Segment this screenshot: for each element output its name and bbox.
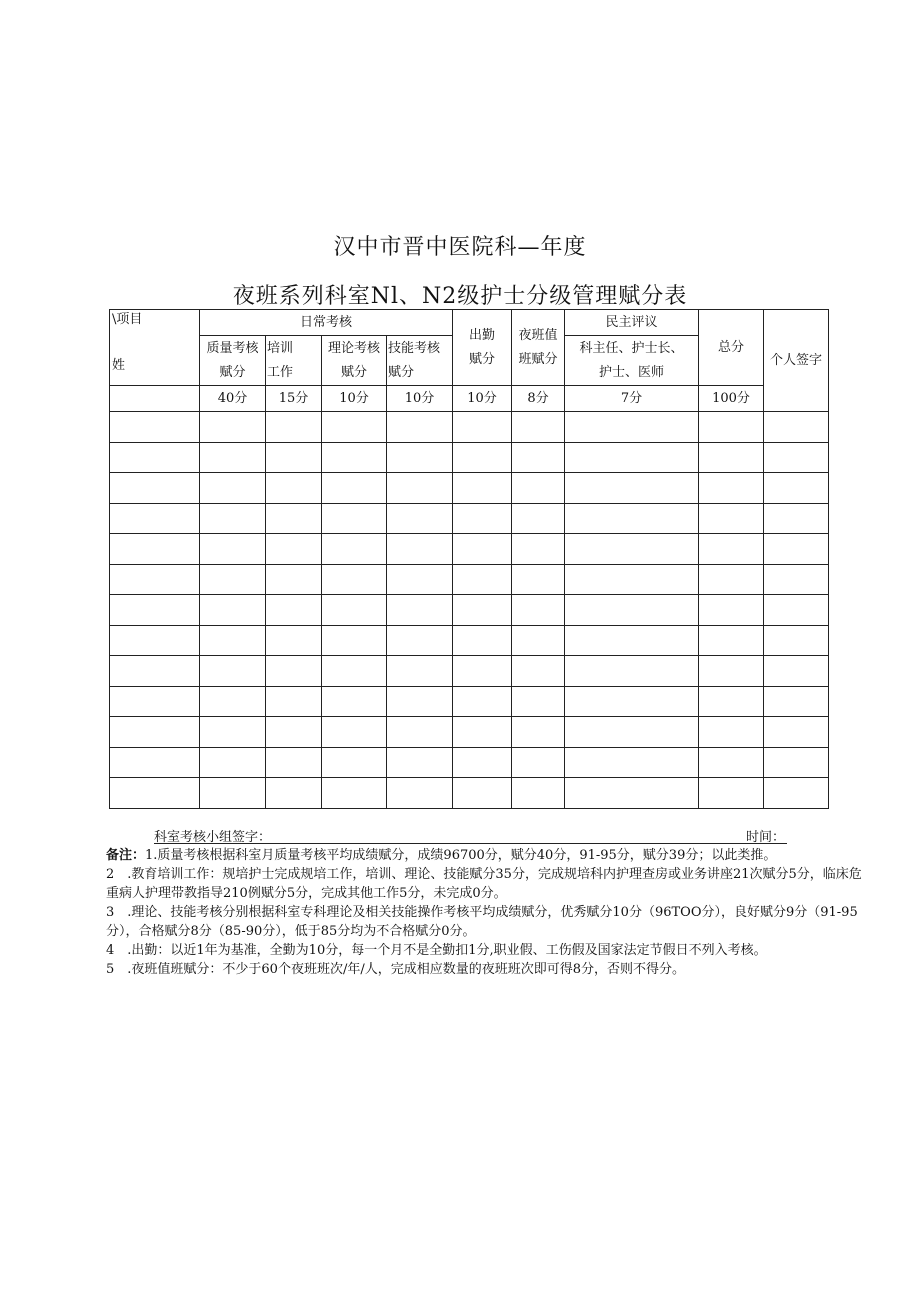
table-cell[interactable] <box>322 656 387 687</box>
table-cell[interactable] <box>453 656 512 687</box>
table-row <box>110 686 829 717</box>
table-cell[interactable] <box>764 412 829 443</box>
table-cell[interactable] <box>322 686 387 717</box>
table-cell[interactable] <box>200 686 266 717</box>
table-cell[interactable] <box>512 686 565 717</box>
table-cell[interactable] <box>699 473 764 504</box>
table-row <box>110 534 829 565</box>
table-cell[interactable] <box>322 442 387 473</box>
score-attendance: 10分 <box>453 386 512 412</box>
form-title-line-2: 夜班系列科室Nl、N2级护士分级管理赋分表 <box>232 284 688 309</box>
table-cell[interactable] <box>764 503 829 534</box>
table-row <box>110 656 829 687</box>
table-cell[interactable] <box>512 595 565 626</box>
table-cell[interactable] <box>110 442 200 473</box>
table-cell[interactable] <box>322 473 387 504</box>
score-theory: 10分 <box>322 386 387 412</box>
table-cell[interactable] <box>110 747 200 778</box>
table-cell[interactable] <box>200 473 266 504</box>
table-cell[interactable] <box>266 656 322 687</box>
score-total: 100分 <box>699 386 764 412</box>
table-row <box>110 473 829 504</box>
notes-label: 备注： <box>106 848 146 863</box>
theory-header: 理论考核 赋分 <box>322 336 387 386</box>
table-cell[interactable] <box>512 473 565 504</box>
table-cell[interactable] <box>512 412 565 443</box>
table-cell[interactable] <box>764 747 829 778</box>
table-cell[interactable] <box>764 686 829 717</box>
table-cell[interactable] <box>565 595 699 626</box>
table-cell[interactable] <box>764 595 829 626</box>
table-cell[interactable] <box>322 717 387 748</box>
table-cell[interactable] <box>565 473 699 504</box>
attendance-header: 出勤 赋分 <box>453 310 512 386</box>
table-row <box>110 595 829 626</box>
table-cell[interactable] <box>699 656 764 687</box>
table-cell[interactable] <box>512 503 565 534</box>
table-row <box>110 717 829 748</box>
table-cell[interactable] <box>387 503 453 534</box>
table-cell[interactable] <box>565 412 699 443</box>
table-cell[interactable] <box>453 595 512 626</box>
table-cell[interactable] <box>387 595 453 626</box>
table-cell[interactable] <box>200 625 266 656</box>
democratic-subheader: 科主任、护士长、 护士、医师 <box>565 336 699 386</box>
table-cell[interactable] <box>266 717 322 748</box>
score-quality: 40分 <box>200 386 266 412</box>
table-cell[interactable] <box>699 595 764 626</box>
table-cell[interactable] <box>266 747 322 778</box>
table-cell[interactable] <box>764 625 829 656</box>
table-cell[interactable] <box>453 778 512 809</box>
table-cell[interactable] <box>110 564 200 595</box>
signature-header: 个人签字 <box>764 310 829 412</box>
table-cell[interactable] <box>110 778 200 809</box>
table-cell[interactable] <box>453 503 512 534</box>
table-cell[interactable] <box>764 442 829 473</box>
table-cell[interactable] <box>565 534 699 565</box>
table-cell[interactable] <box>453 564 512 595</box>
table-cell[interactable] <box>512 534 565 565</box>
table-cell[interactable] <box>110 534 200 565</box>
note-4: 4 .出勤：以近1年为基准，全勤为10分，每一个月不是全勤扣1分,职业假、工伤假及国家法定节假日不列入考核。 <box>106 943 767 958</box>
table-cell[interactable] <box>322 625 387 656</box>
table-cell[interactable] <box>322 564 387 595</box>
table-cell[interactable] <box>453 747 512 778</box>
table-cell[interactable] <box>110 656 200 687</box>
table-cell[interactable] <box>387 412 453 443</box>
table-cell[interactable] <box>266 534 322 565</box>
corner-item-label: \项目 <box>112 312 143 327</box>
score-training: 15分 <box>266 386 322 412</box>
table-cell[interactable] <box>565 625 699 656</box>
table-cell[interactable] <box>266 625 322 656</box>
democratic-review-header: 民主评议 <box>565 310 699 336</box>
table-cell[interactable] <box>699 625 764 656</box>
note-5: 5 .夜班值班赋分：不少于60个夜班班次/年/人，完成相应数量的夜班班次即可得8分，否则不得分。 <box>106 962 685 977</box>
table-cell[interactable] <box>387 473 453 504</box>
table-cell[interactable] <box>200 412 266 443</box>
table-cell[interactable] <box>200 595 266 626</box>
table-cell[interactable] <box>387 625 453 656</box>
table-cell[interactable] <box>110 625 200 656</box>
table-cell[interactable] <box>565 747 699 778</box>
total-header: 总分 <box>699 310 764 386</box>
table-cell[interactable] <box>453 717 512 748</box>
table-cell[interactable] <box>699 717 764 748</box>
table-cell[interactable] <box>200 747 266 778</box>
score-democratic: 7分 <box>565 386 699 412</box>
table-cell[interactable] <box>200 534 266 565</box>
table-cell[interactable] <box>565 717 699 748</box>
table-cell[interactable] <box>512 564 565 595</box>
table-cell[interactable] <box>387 778 453 809</box>
table-row <box>110 564 829 595</box>
table-cell[interactable] <box>565 442 699 473</box>
table-row <box>110 412 829 443</box>
table-cell[interactable] <box>565 564 699 595</box>
table-cell[interactable] <box>764 473 829 504</box>
table-cell[interactable] <box>266 595 322 626</box>
form-title-line-1: 汉中市晋中医院科—年度 <box>333 235 587 260</box>
table-cell[interactable] <box>453 534 512 565</box>
table-cell[interactable] <box>322 503 387 534</box>
table-cell[interactable] <box>387 564 453 595</box>
table-cell[interactable] <box>387 442 453 473</box>
table-cell[interactable] <box>565 778 699 809</box>
notes-section <box>106 846 866 979</box>
table-cell[interactable] <box>565 686 699 717</box>
skill-header: 技能考核 赋分 <box>387 336 453 386</box>
table-cell[interactable] <box>110 503 200 534</box>
table-cell[interactable] <box>322 595 387 626</box>
table-cell[interactable] <box>699 564 764 595</box>
table-cell[interactable] <box>764 656 829 687</box>
table-cell[interactable] <box>699 442 764 473</box>
table-cell[interactable] <box>565 503 699 534</box>
table-cell[interactable] <box>387 717 453 748</box>
table-cell[interactable] <box>764 778 829 809</box>
table-cell[interactable] <box>512 717 565 748</box>
table-row <box>110 747 829 778</box>
table-cell[interactable] <box>764 534 829 565</box>
table-cell[interactable] <box>110 412 200 443</box>
note-2: 2 .教育培训工作：规培护士完成规培工作，培训、理论、技能赋分35分，完成规培科内护理查房或业务讲座21次赋分5分，临床危重病人护理带教指导210例赋分5分，完成其他工作5分，未完成0分。 <box>106 867 862 901</box>
table-cell[interactable] <box>699 686 764 717</box>
table-cell[interactable] <box>200 717 266 748</box>
table-cell[interactable] <box>266 564 322 595</box>
table-cell[interactable] <box>200 442 266 473</box>
note-3: 3 .理论、技能考核分别根据科室专科理论及相关技能操作考核平均成绩赋分，优秀赋分10分（96TOO分），良好赋分9分（91-95分），合格赋分8分（85-90分），低于85分均为不合格赋分0分。 <box>106 905 858 939</box>
time-label: 时间： <box>745 830 785 845</box>
committee-signature-line <box>154 826 787 844</box>
table-cell[interactable] <box>110 717 200 748</box>
score-skill: 10分 <box>387 386 453 412</box>
table-cell[interactable] <box>453 442 512 473</box>
table-row <box>110 442 829 473</box>
table-cell[interactable] <box>200 503 266 534</box>
table-cell[interactable] <box>322 534 387 565</box>
table-cell[interactable] <box>266 473 322 504</box>
committee-signature-label: 科室考核小组签字： <box>154 830 272 845</box>
table-cell[interactable] <box>453 686 512 717</box>
header-corner-cell <box>110 310 200 386</box>
table-cell[interactable] <box>322 747 387 778</box>
table-cell[interactable] <box>699 534 764 565</box>
quality-header: 质量考核 赋分 <box>200 336 266 386</box>
night-duty-header: 夜班值 班赋分 <box>512 310 565 386</box>
table-cell[interactable] <box>764 717 829 748</box>
table-row <box>110 778 829 809</box>
training-header: 培训 工作 <box>266 336 322 386</box>
table-cell[interactable] <box>699 747 764 778</box>
table-cell[interactable] <box>387 686 453 717</box>
table-cell[interactable] <box>512 625 565 656</box>
table-cell[interactable] <box>512 656 565 687</box>
table-cell[interactable] <box>266 442 322 473</box>
table-cell[interactable] <box>266 503 322 534</box>
table-cell[interactable] <box>266 412 322 443</box>
empty-rows <box>110 412 829 809</box>
table-cell[interactable] <box>764 564 829 595</box>
table-cell[interactable] <box>322 412 387 443</box>
table-cell[interactable] <box>322 778 387 809</box>
table-cell[interactable] <box>387 656 453 687</box>
table-cell[interactable] <box>200 656 266 687</box>
table-row <box>110 503 829 534</box>
table-cell[interactable] <box>266 686 322 717</box>
table-row <box>110 625 829 656</box>
table-cell[interactable] <box>512 442 565 473</box>
table-cell[interactable] <box>387 747 453 778</box>
table-cell[interactable] <box>512 747 565 778</box>
table-cell[interactable] <box>699 778 764 809</box>
table-cell[interactable] <box>565 656 699 687</box>
name-column-score <box>110 386 200 412</box>
table-cell[interactable] <box>110 473 200 504</box>
table-cell[interactable] <box>110 595 200 626</box>
corner-name-label: 姓 <box>112 358 126 373</box>
daily-assessment-header: 日常考核 <box>200 310 453 336</box>
table-cell[interactable] <box>200 778 266 809</box>
note-1: 备注：1.质量考核根据科室月质量考核平均成绩赋分，成绩96700分，赋分40分，91-95分，赋分39分；以此类推。 <box>106 848 777 863</box>
table-cell[interactable] <box>453 473 512 504</box>
table-cell[interactable] <box>453 625 512 656</box>
table-cell[interactable] <box>387 534 453 565</box>
table-cell[interactable] <box>200 564 266 595</box>
table-cell[interactable] <box>110 686 200 717</box>
score-night: 8分 <box>512 386 565 412</box>
score-table <box>109 309 829 809</box>
table-cell[interactable] <box>699 412 764 443</box>
table-cell[interactable] <box>266 778 322 809</box>
table-cell[interactable] <box>699 503 764 534</box>
table-cell[interactable] <box>512 778 565 809</box>
table-cell[interactable] <box>453 412 512 443</box>
